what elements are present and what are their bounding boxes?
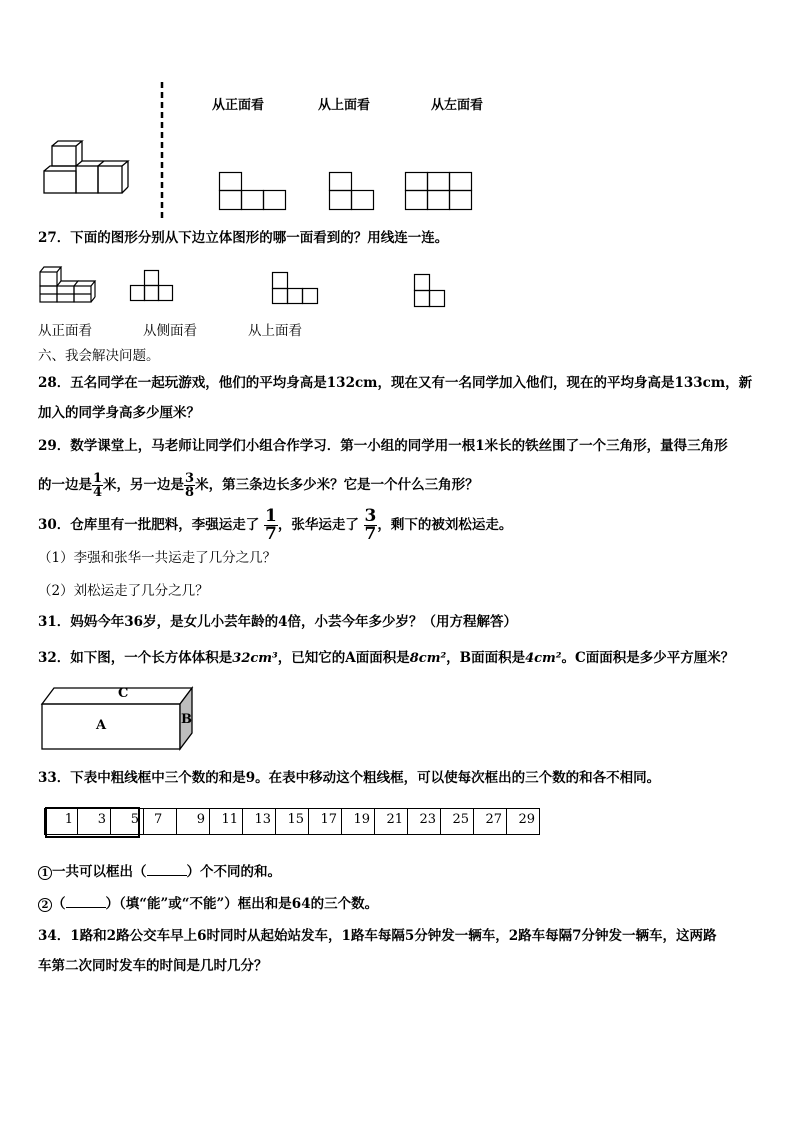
face-label-b: B (181, 712, 192, 727)
q29-line2: 的一边是 $\frac{1}{4}$ 米，另一边是 $\frac{3}{8}$ 米，第三条边长多少米？它是一个什么三角形？ (38, 471, 479, 500)
q33-item2: 2 （ ）（填“能”或“不能”）框出和是64的三个数。 (38, 893, 378, 914)
q27-solid-figure (38, 262, 104, 306)
view-drawing-3 (405, 172, 475, 212)
fraction-1-7: $\frac{1}{7}$ (265, 506, 277, 544)
q27-label-side: 从侧面看 (143, 323, 197, 339)
q34-line2: 车第二次同时发车的时间是几时几分？ (38, 958, 268, 974)
face-label-a: A (96, 718, 107, 733)
q28-line1: 28．五名同学在一起玩游戏，他们的平均身高是132cm，现在又有一名同学加入他们，现在的平均身高是133cm，新 (38, 375, 753, 391)
label-left-view: 从左面看 (431, 98, 484, 113)
q30-line1: 30．仓库里有一批肥料，李强运走了 $\frac{1}{7}$ ，张华运走了 $\frac{3}{7}$ ，剩下的被刘松运走。 (38, 506, 513, 544)
table-cell: 13 (243, 809, 276, 835)
face-label-c: C (118, 686, 129, 701)
table-cell: 7 (144, 809, 177, 835)
table-cell: 23 (408, 809, 441, 835)
table-cell: 25 (441, 809, 474, 835)
fraction-1-4: $\frac{1}{4}$ (93, 471, 103, 500)
q31-text: 31．妈妈今年36岁，是女儿小芸年龄的4倍，小芸今年多少岁？（用方程解答） (38, 614, 517, 630)
q30-sub2: （2）刘松运走了几分之几？ (38, 583, 209, 599)
q29-line1: 29．数学课堂上，马老师让同学们小组合作学习．第一小组的同学用一根1米长的铁丝围了一个三角形，量得三角形 (38, 438, 728, 454)
q27-view-a (130, 270, 174, 304)
cube-solid-figure (40, 140, 140, 198)
table-cell: 19 (342, 809, 375, 835)
q28-line2: 加入的同学身高多少厘米？ (38, 405, 200, 421)
table-cell: 21 (375, 809, 408, 835)
dashed-divider (160, 82, 164, 222)
q30-sub1: （1）李强和张华一共运走了几分之几？ (38, 550, 277, 566)
table-cell: 15 (276, 809, 309, 835)
q27-label-front: 从正面看 (38, 323, 92, 339)
q34-line1: 34．1路和2路公交车早上6时同时从起始站发车，1路车每隔5分钟发一辆车，2路车每隔7分钟发一辆车，这两路 (38, 928, 717, 944)
view-drawing-2 (329, 172, 379, 212)
label-front-view: 从正面看 (212, 98, 265, 113)
table-cell: 1 (45, 809, 78, 835)
view-drawing-1 (219, 172, 289, 212)
q27-view-c (414, 274, 448, 310)
table-cell: 9 (177, 809, 210, 835)
table-cell: 5 (111, 809, 144, 835)
q27-text: 27．下面的图形分别从下边立体图形的哪一面看到的？用线连一连。 (38, 230, 449, 246)
q32-text: 32．如下图，一个长方体体积是32cm³，已知它的A面面积是8cm²，B面面积是4cm²。C面面积是多少平方厘米？ (38, 650, 735, 666)
table-cell: 3 (78, 809, 111, 835)
table-cell: 11 (210, 809, 243, 835)
thick-selection-frame (45, 807, 140, 838)
fraction-3-8: $\frac{3}{8}$ (185, 471, 195, 500)
label-top-view: 从上面看 (318, 98, 371, 113)
answer-blank-2[interactable] (66, 893, 106, 908)
fraction-3-7: $\frac{3}{7}$ (364, 506, 377, 544)
q33-text: 33．下表中粗线框中三个数的和是9。在表中移动这个粗线框，可以使每次框出的三个数的和各不相同。 (38, 770, 661, 786)
q33-item1: 1 一共可以框出（ ）个不同的和。 (38, 861, 281, 882)
table-cell: 17 (309, 809, 342, 835)
q27-label-top: 从上面看 (248, 323, 302, 339)
table-cell: 27 (474, 809, 507, 835)
section-heading: 六、我会解决问题。 (38, 348, 160, 364)
table-cell: 29 (507, 809, 540, 835)
q27-view-b (272, 272, 320, 306)
answer-blank-1[interactable] (147, 861, 187, 876)
